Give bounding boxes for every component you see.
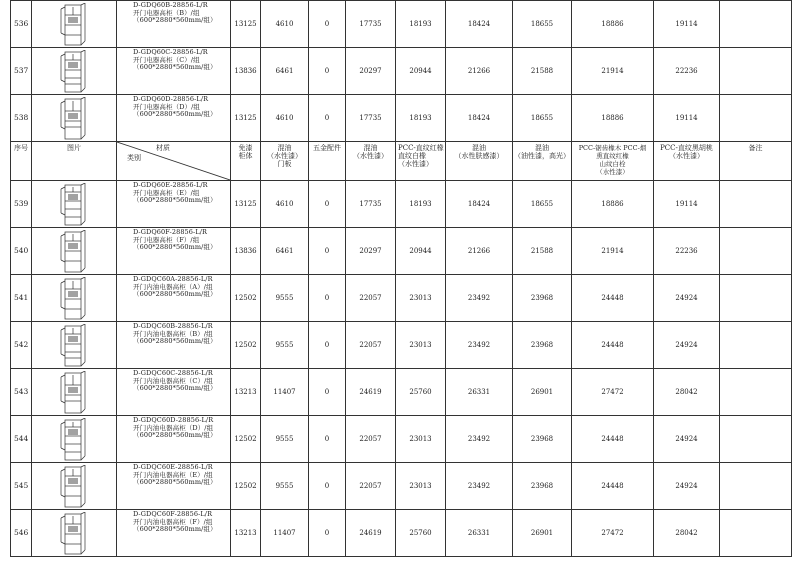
product-image: [32, 48, 117, 95]
price-cell: 0: [309, 1, 346, 48]
row-number: 545: [11, 463, 32, 510]
product-image: [32, 416, 117, 463]
price-cell: 22236: [654, 228, 720, 275]
tall-cabinet-drawing-icon: [59, 418, 89, 461]
table-row: [11, 463, 792, 510]
product-name: [117, 510, 231, 557]
price-cell: 24448: [572, 463, 654, 510]
price-cell: 6461: [261, 48, 309, 95]
price-cell: [720, 463, 792, 510]
product-name: [117, 275, 231, 322]
tall-cabinet-drawing-icon: [59, 324, 89, 367]
price-cell: 24448: [572, 275, 654, 322]
price-cell: 18886: [572, 95, 654, 142]
tall-cabinet-drawing-icon: [59, 512, 89, 555]
price-cell: 0: [309, 322, 346, 369]
header-row: [11, 142, 792, 181]
product-desc: 开门内油电器高柜（F）/组: [133, 517, 213, 526]
price-cell: 23492: [446, 416, 513, 463]
product-image: [32, 1, 117, 48]
price-cell: 24924: [654, 463, 720, 510]
product-image: [32, 322, 117, 369]
header-category: 类别: [127, 154, 141, 162]
header-col-4: PCC-直纹红橡 直纹白橡 （水性漆）: [396, 142, 446, 181]
product-desc: 开门内油电器高柜（B）/组: [133, 329, 213, 338]
price-cell: 23013: [396, 275, 446, 322]
tall-cabinet-drawing-icon: [59, 183, 89, 226]
product-desc: 开门电器高柜（E）/组: [133, 188, 200, 197]
price-cell: 22057: [346, 322, 396, 369]
price-cell: 20297: [346, 48, 396, 95]
product-size: （600*2880*560mm/组）: [133, 431, 217, 439]
price-cell: 0: [309, 510, 346, 557]
product-code: D-GDQC60A-28856-L/R: [133, 275, 213, 283]
price-cell: 6461: [261, 228, 309, 275]
product-size: （600*2880*560mm/组）: [133, 525, 217, 533]
row-number: 541: [11, 275, 32, 322]
price-cell: 23492: [446, 322, 513, 369]
price-cell: 19114: [654, 95, 720, 142]
price-cell: 18886: [572, 1, 654, 48]
price-cell: 13125: [231, 1, 261, 48]
price-cell: 26901: [513, 510, 572, 557]
product-desc: 开门电器高柜（C）/组: [133, 55, 200, 64]
price-cell: 24619: [346, 369, 396, 416]
price-cell: [720, 510, 792, 557]
product-name: [117, 416, 231, 463]
product-size: （600*2880*560mm/组）: [133, 478, 217, 486]
price-cell: 23968: [513, 275, 572, 322]
price-cell: 13836: [231, 228, 261, 275]
row-number: 539: [11, 181, 32, 228]
product-name: [117, 228, 231, 275]
price-cell: 0: [309, 95, 346, 142]
price-cell: 20944: [396, 48, 446, 95]
row-number: 544: [11, 416, 32, 463]
price-cell: 18424: [446, 181, 513, 228]
price-cell: 4610: [261, 1, 309, 48]
product-code: D-GDQ60E-28856-L/R: [133, 181, 208, 189]
price-cell: 20944: [396, 228, 446, 275]
price-cell: 23013: [396, 463, 446, 510]
price-cell: 17735: [346, 1, 396, 48]
price-cell: 0: [309, 463, 346, 510]
row-number: 543: [11, 369, 32, 416]
price-cell: [720, 416, 792, 463]
table-row: [11, 228, 792, 275]
tall-cabinet-drawing-icon: [59, 277, 89, 320]
price-cell: 4610: [261, 95, 309, 142]
header-col-7: PCC-锯齿橡木 PCC-烟 熏直纹红橡 山纹白栓 （水性漆）: [572, 142, 654, 181]
price-cell: 0: [309, 416, 346, 463]
row-number: 542: [11, 322, 32, 369]
table-row: [11, 95, 792, 142]
row-number: 540: [11, 228, 32, 275]
price-cell: 18655: [513, 95, 572, 142]
price-cell: [720, 48, 792, 95]
header-col-1: 混油 （水性漆） 门板: [261, 142, 309, 181]
price-cell: 26331: [446, 369, 513, 416]
price-cell: 9555: [261, 463, 309, 510]
tall-cabinet-drawing-icon: [59, 371, 89, 414]
product-image: [32, 181, 117, 228]
price-cell: 13125: [231, 181, 261, 228]
product-name: [117, 1, 231, 48]
product-image: [32, 95, 117, 142]
price-cell: 18193: [396, 1, 446, 48]
product-code: D-GDQC60E-28856-L/R: [133, 463, 213, 471]
price-cell: 23492: [446, 275, 513, 322]
price-cell: 17735: [346, 95, 396, 142]
price-cell: 13125: [231, 95, 261, 142]
product-desc: 开门电器高柜（B）/组: [133, 8, 200, 17]
price-cell: 23013: [396, 416, 446, 463]
product-image: [32, 510, 117, 557]
price-cell: 0: [309, 181, 346, 228]
price-cell: 24924: [654, 416, 720, 463]
product-code: D-GDQ60D-28856-L/R: [133, 95, 209, 103]
table-row: [11, 416, 792, 463]
product-image: [32, 228, 117, 275]
price-cell: 9555: [261, 322, 309, 369]
price-cell: [720, 1, 792, 48]
price-cell: 21914: [572, 228, 654, 275]
product-code: D-GDQ60B-28856-L/R: [133, 1, 208, 9]
price-cell: 22236: [654, 48, 720, 95]
table-row: [11, 275, 792, 322]
product-code: D-GDQC60F-28856-L/R: [133, 510, 213, 518]
product-code: D-GDQC60B-28856-L/R: [133, 322, 213, 330]
price-cell: 12502: [231, 416, 261, 463]
price-cell: 21914: [572, 48, 654, 95]
price-cell: 26331: [446, 510, 513, 557]
row-number: 538: [11, 95, 32, 142]
header-col-6: 混油 （油性漆，高光）: [513, 142, 572, 181]
product-size: （600*2880*560mm/组）: [133, 63, 217, 71]
row-number: 537: [11, 48, 32, 95]
price-cell: 11407: [261, 510, 309, 557]
price-cell: 18655: [513, 181, 572, 228]
table-row: [11, 181, 792, 228]
price-cell: 24448: [572, 322, 654, 369]
price-cell: 12502: [231, 322, 261, 369]
price-cell: 0: [309, 275, 346, 322]
product-code: D-GDQC60D-28856-L/R: [133, 416, 214, 424]
price-cell: 18193: [396, 95, 446, 142]
price-cell: 0: [309, 48, 346, 95]
price-cell: 23492: [446, 463, 513, 510]
header-image: 图片: [32, 142, 117, 181]
product-name: [117, 322, 231, 369]
price-cell: 24619: [346, 510, 396, 557]
price-cell: 23013: [396, 322, 446, 369]
price-cell: 24448: [572, 416, 654, 463]
table-row: [11, 48, 792, 95]
price-cell: 28042: [654, 369, 720, 416]
product-size: （600*2880*560mm/组）: [133, 110, 217, 118]
product-size: （600*2880*560mm/组）: [133, 243, 217, 251]
price-cell: 21266: [446, 48, 513, 95]
header-col-8: PCC-直纹黑胡桃 （水性漆）: [654, 142, 720, 181]
product-image: [32, 463, 117, 510]
header-material: 材质: [156, 144, 170, 152]
product-code: D-GDQC60C-28856-L/R: [133, 369, 213, 377]
table-row: [11, 322, 792, 369]
table-body-top: [11, 1, 792, 142]
product-desc: 开门内油电器高柜（A）/组: [133, 282, 213, 291]
product-size: （600*2880*560mm/组）: [133, 196, 217, 204]
price-cell: 13213: [231, 510, 261, 557]
table-row: [11, 1, 792, 48]
table-header: [11, 142, 792, 181]
product-size: （600*2880*560mm/组）: [133, 16, 217, 24]
table-row: [11, 369, 792, 416]
price-cell: 13836: [231, 48, 261, 95]
price-cell: 26901: [513, 369, 572, 416]
price-cell: [720, 322, 792, 369]
product-image: [32, 275, 117, 322]
tall-cabinet-drawing-icon: [59, 3, 89, 46]
price-cell: 19114: [654, 1, 720, 48]
price-cell: 25760: [396, 369, 446, 416]
price-cell: 23968: [513, 416, 572, 463]
product-code: D-GDQ60F-28856-L/R: [133, 228, 208, 236]
tall-cabinet-drawing-icon: [59, 97, 89, 140]
price-cell: 13213: [231, 369, 261, 416]
row-number: 536: [11, 1, 32, 48]
price-cell: 0: [309, 369, 346, 416]
price-cell: 21588: [513, 48, 572, 95]
price-cell: 18886: [572, 181, 654, 228]
product-desc: 开门内油电器高柜（C）/组: [133, 376, 213, 385]
price-cell: 23968: [513, 322, 572, 369]
price-cell: 17735: [346, 181, 396, 228]
price-cell: 24924: [654, 275, 720, 322]
price-cell: 24924: [654, 322, 720, 369]
price-cell: 9555: [261, 416, 309, 463]
price-cell: 11407: [261, 369, 309, 416]
product-desc: 开门电器高柜（D）/组: [133, 102, 201, 111]
tall-cabinet-drawing-icon: [59, 230, 89, 273]
price-cell: 22057: [346, 416, 396, 463]
product-size: （600*2880*560mm/组）: [133, 337, 217, 345]
product-desc: 开门内油电器高柜（D）/组: [133, 423, 214, 432]
header-col-5: 混油 （水性肤感漆）: [446, 142, 513, 181]
price-cell: 0: [309, 228, 346, 275]
product-name: [117, 463, 231, 510]
price-cell: 28042: [654, 510, 720, 557]
product-size: （600*2880*560mm/组）: [133, 384, 217, 392]
price-cell: 27472: [572, 369, 654, 416]
price-cell: 12502: [231, 463, 261, 510]
price-cell: [720, 275, 792, 322]
product-name: [117, 95, 231, 142]
price-cell: 18424: [446, 95, 513, 142]
price-cell: 23968: [513, 463, 572, 510]
header-material-category: [117, 142, 231, 181]
row-number: 546: [11, 510, 32, 557]
price-cell: 18424: [446, 1, 513, 48]
tall-cabinet-drawing-icon: [59, 465, 89, 508]
price-cell: 25760: [396, 510, 446, 557]
price-cell: 22057: [346, 275, 396, 322]
price-cell: [720, 369, 792, 416]
price-cell: 21266: [446, 228, 513, 275]
product-name: [117, 181, 231, 228]
price-cell: 18655: [513, 1, 572, 48]
price-cell: 21588: [513, 228, 572, 275]
price-table: [10, 0, 792, 557]
price-cell: 18193: [396, 181, 446, 228]
price-cell: [720, 181, 792, 228]
price-cell: [720, 228, 792, 275]
price-cell: 9555: [261, 275, 309, 322]
header-col-3: 混油 （水性漆）: [346, 142, 396, 181]
product-name: [117, 48, 231, 95]
header-col-0: 免漆 柜体: [231, 142, 261, 181]
product-desc: 开门内油电器高柜（E）/组: [133, 470, 213, 479]
product-name: [117, 369, 231, 416]
header-col-2: 五金配件: [309, 142, 346, 181]
table-body-bottom: [11, 181, 792, 557]
header-col-9: 备注: [720, 142, 792, 181]
price-cell: 4610: [261, 181, 309, 228]
price-cell: 22057: [346, 463, 396, 510]
price-cell: 20297: [346, 228, 396, 275]
header-seq: 序号: [11, 142, 32, 181]
product-code: D-GDQ60C-28856-L/R: [133, 48, 208, 56]
price-cell: 12502: [231, 275, 261, 322]
price-cell: 19114: [654, 181, 720, 228]
table-row: [11, 510, 792, 557]
product-size: （600*2880*560mm/组）: [133, 290, 217, 298]
price-cell: [720, 95, 792, 142]
tall-cabinet-drawing-icon: [59, 50, 89, 93]
product-image: [32, 369, 117, 416]
product-desc: 开门电器高柜（F）/组: [133, 235, 200, 244]
price-cell: 27472: [572, 510, 654, 557]
